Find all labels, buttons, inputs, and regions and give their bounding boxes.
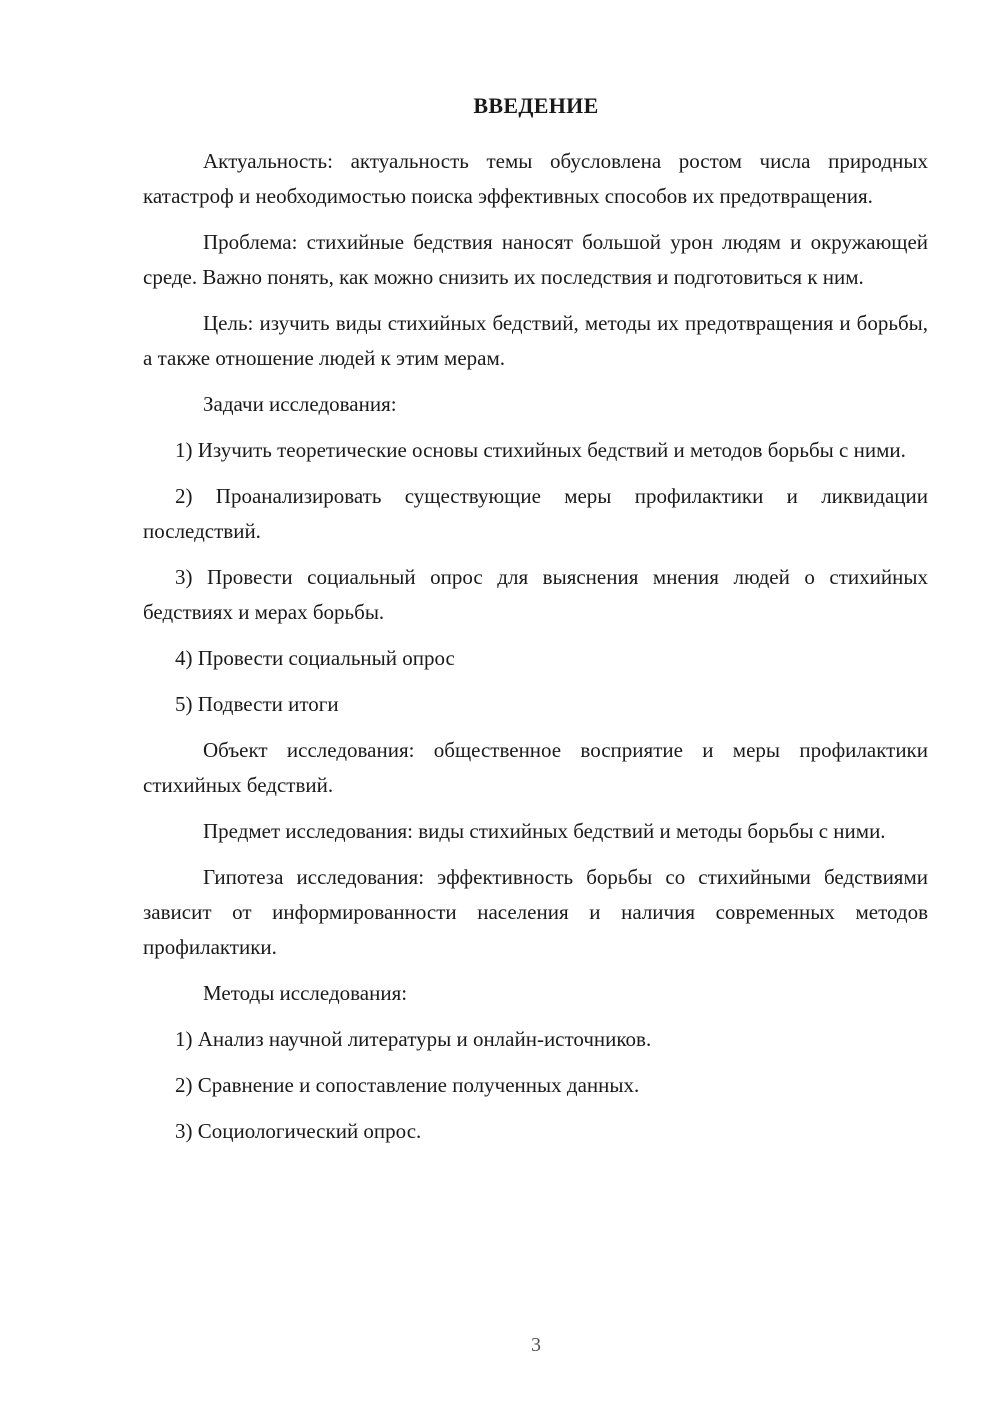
list-item: 5) Подвести итоги xyxy=(175,692,339,716)
list-item: 2) Проанализировать существующие меры профилактики и ликвидации последствий. xyxy=(143,484,928,543)
list-item: 3) Провести социальный опрос для выяснения мнения людей о стихийных бедствиях и мерах борьбы. xyxy=(143,565,928,624)
page-title: ВВЕДЕНИЕ xyxy=(473,93,599,118)
list-item: 3) Социологический опрос. xyxy=(175,1119,422,1143)
list-item: 2) Сравнение и сопоставление полученных данных. xyxy=(175,1073,640,1097)
paragraph-relevance: Актуальность: актуальность темы обусловлена ростом числа природных катастроф и необходимостью поиска эффективных способов их предотвращения. xyxy=(143,149,928,208)
paragraph-methods-heading: Методы исследования: xyxy=(203,981,408,1005)
list-item: 4) Провести социальный опрос xyxy=(175,646,455,670)
paragraph-object: Объект исследования: общественное восприятие и меры профилактики стихийных бедствий. xyxy=(143,738,928,797)
paragraph-subject: Предмет исследования: виды стихийных бедствий и методы борьбы с ними. xyxy=(203,819,886,843)
page-number: 3 xyxy=(531,1334,541,1356)
paragraph-goal: Цель: изучить виды стихийных бедствий, методы их предотвращения и борьбы, а также отношение людей к этим мерам. xyxy=(143,311,928,370)
document-body xyxy=(143,144,928,1160)
paragraph-hypothesis: Гипотеза исследования: эффективность борьбы со стихийными бедствиями зависит от информированности населения и наличия современных методов профилактики. xyxy=(143,865,928,959)
list-item: 1) Анализ научной литературы и онлайн-источников. xyxy=(175,1027,652,1051)
paragraph-tasks-heading: Задачи исследования: xyxy=(203,392,397,416)
list-item: 1) Изучить теоретические основы стихийных бедствий и методов борьбы с ними. xyxy=(175,438,906,462)
paragraph-problem: Проблема: стихийные бедствия наносят большой урон людям и окружающей среде. Важно понять, как можно снизить их последствия и подготовиться к ним. xyxy=(143,230,928,289)
